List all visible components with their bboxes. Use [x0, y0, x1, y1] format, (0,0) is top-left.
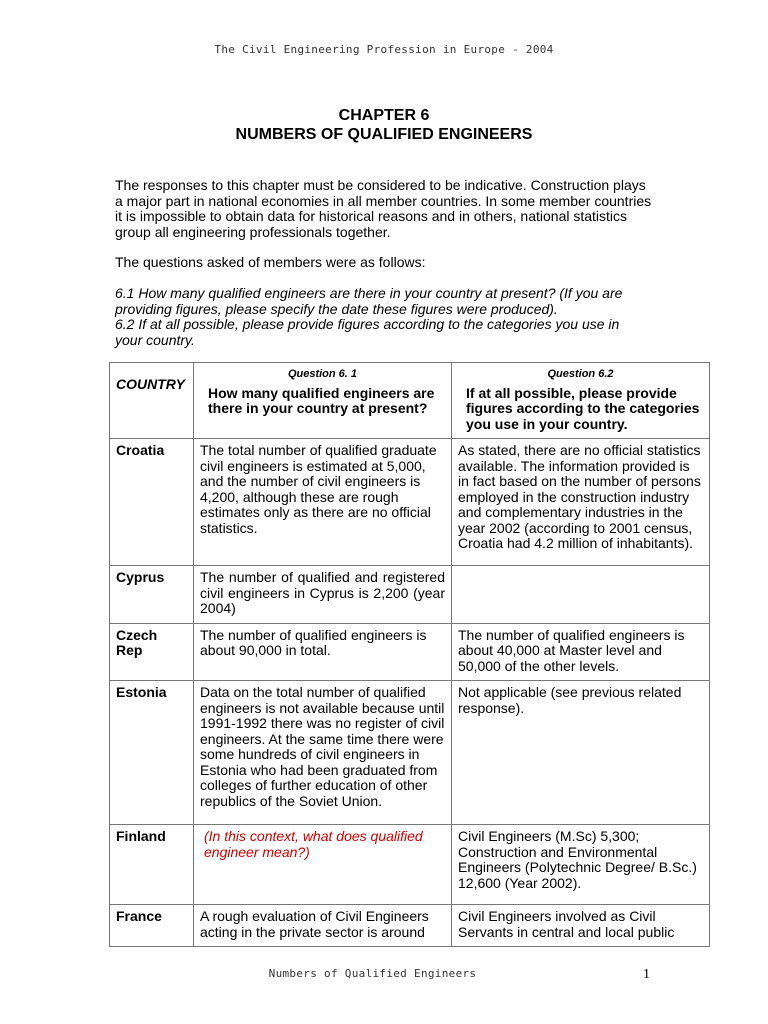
page-number: 1 [643, 967, 650, 982]
country-cell: France [110, 905, 194, 947]
answer-6-1-cell: Data on the total number of qualified engineers is not available because until 1991-1992 there was no register of civil engineers. At the same time there were some hundreds of civil engineers in Estonia who had been graduated from colleges of further education of other republics of the Soviet Union. [194, 681, 452, 825]
table-row [110, 623, 710, 681]
country-cell: Cyprus [110, 566, 194, 624]
answer-6-1-cell: The total number of qualified graduate civil engineers is estimated at 5,000, and the number of civil engineers is 4,200, although these are rough estimates only as there are no official statistics. [194, 439, 452, 566]
table-header-row [110, 363, 710, 439]
table-row [110, 681, 710, 825]
country-cell: Croatia [110, 439, 194, 566]
intro-paragraph: The responses to this chapter must be considered to be indicative. Construction plays a major part in national economies in all member countries. In some member countries it is impossible to obtain data for historical reasons and in others, national statistics group all engineering professionals together. [115, 177, 652, 240]
table-row [110, 825, 710, 905]
answer-6-1-cell: The number of qualified engineers is about 90,000 in total. [194, 623, 452, 681]
q2-tag: Question 6.2 [547, 368, 614, 380]
answer-6-2-cell [452, 566, 710, 624]
answer-6-2-cell: Not applicable (see previous related response). [452, 681, 710, 825]
chapter-heading: NUMBERS OF QUALIFIED ENGINEERS [235, 126, 533, 143]
q1-tag: Question 6. 1 [287, 368, 358, 380]
q2-header-text: If at all possible, please provide figures according to the categories you use in your country. [466, 384, 700, 432]
answer-6-1-cell [194, 825, 452, 905]
chapter-title [0, 106, 768, 144]
q1-header-text: How many qualified engineers are there in your country at present? [208, 384, 435, 416]
table-row [110, 905, 710, 947]
engineers-table [109, 362, 710, 947]
table-row [110, 439, 710, 566]
question-list [115, 286, 645, 348]
answer-6-2-cell: Civil Engineers (M.Sc) 5,300; Construction and Environmental Engineers (Polytechnic Degree/ B.Sc.) 12,600 (Year 2002). [452, 825, 710, 905]
qualification-query-note: (In this context, what does qualified engineer mean?) [204, 828, 423, 860]
answer-6-2-cell: As stated, there are no official statistics available. The information provided is in fact based on the number of persons employed in the construction industry and complementary industries in the year 2002 (according to 2001 census, Croatia had 4.2 million of inhabitants). [452, 439, 710, 566]
answer-6-1-cell: The number of qualified and registered civil engineers in Cyprus is 2,200 (year 2004) [194, 566, 452, 624]
country-column-header: COUNTRY [110, 363, 194, 439]
answer-6-1-cell: A rough evaluation of Civil Engineers acting in the private sector is around [194, 905, 452, 947]
country-cell: Estonia [110, 681, 194, 825]
answer-6-2-cell: Civil Engineers involved as Civil Servants in central and local public [452, 905, 710, 947]
chapter-number: CHAPTER 6 [338, 107, 430, 124]
question-6-1: 6.1 How many qualified engineers are there in your country at present? (If you are providing figures, please specify the date these figures were produced). [115, 285, 623, 317]
q1-column-header [194, 363, 452, 439]
country-cell: Czech Rep [110, 623, 194, 681]
running-footer: Numbers of Qualified Engineers [268, 967, 477, 980]
q2-column-header [452, 363, 710, 439]
answer-6-2-cell: The number of qualified engineers is about 40,000 at Master level and 50,000 of the other levels. [452, 623, 710, 681]
country-cell: Finland [110, 825, 194, 905]
table-row [110, 566, 710, 624]
question-6-2: 6.2 If at all possible, please provide figures according to the categories you use in your country. [115, 316, 620, 348]
questions-lead: The questions asked of members were as follows: [115, 254, 426, 270]
running-header: The Civil Engineering Profession in Europe - 2004 [214, 43, 554, 56]
